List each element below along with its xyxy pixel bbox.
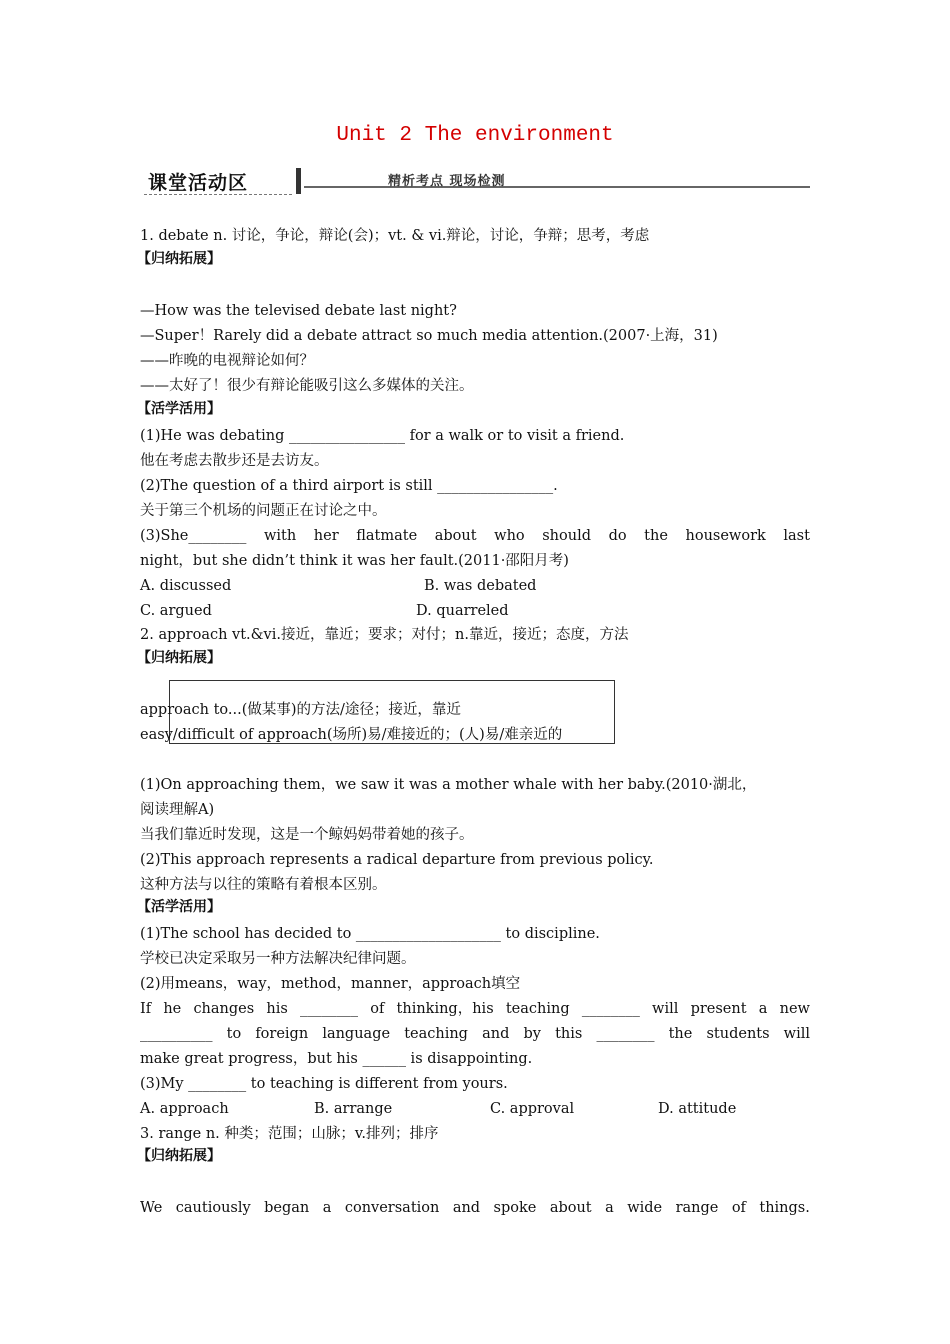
item1-question-2: (2)The question of a third airport is still ________________. xyxy=(140,478,558,494)
banner-dash-line xyxy=(144,194,292,195)
item1-example-1: —How was the televised debate last night? xyxy=(140,303,457,319)
item2-question-2-line-2: __________ to foreign language teaching and by this ________ the students will xyxy=(140,1026,810,1042)
item2-example-1-cn: 当我们靠近时发现，这是一个鲸妈妈带着她的孩子。 xyxy=(140,827,474,843)
item2-question-1-cn: 学校已决定采取另一种方法解决纪律问题。 xyxy=(140,951,416,967)
item2-option-b: B. arrange xyxy=(314,1101,393,1117)
item2-example-2: (2)This approach represents a radical departure from previous policy. xyxy=(140,852,654,868)
label-guina-3: 【归纳拓展】 xyxy=(137,1148,221,1164)
item1-option-d: D. quarreled xyxy=(416,603,509,619)
item2-question-2: (2)用means，way，method，manner，approach填空 xyxy=(140,976,521,992)
item1-option-a: A. discussed xyxy=(140,578,232,594)
item2-note-2: easy/difficult of approach(场所)易/难接近的；(人)易/难亲近的 xyxy=(140,727,563,743)
item3-head: 3. range n. 种类；范围；山脉；v.排列；排序 xyxy=(140,1126,439,1142)
banner-bar xyxy=(296,168,301,194)
section-banner-title: 课堂活动区 xyxy=(148,172,249,194)
item1-example-3: ——昨晚的电视辩论如何？ xyxy=(140,353,314,369)
item1-question-3: (3)She________ with her flatmate about who should do the housework last xyxy=(140,528,810,544)
label-huoxue-1: 【活学活用】 xyxy=(137,401,221,417)
item1-example-2: —Super！Rarely did a debate attract so much media attention.(2007·上海，31) xyxy=(140,328,718,344)
item1-question-1-cn: 他在考虑去散步还是去访友。 xyxy=(140,453,329,469)
item2-example-2-cn: 这种方法与以往的策略有着根本区别。 xyxy=(140,877,387,893)
item1-question-3-cont: night，but she didn’t think it was her fault.(2011·邵阳月考) xyxy=(140,553,569,569)
banner-rule xyxy=(304,186,810,188)
label-guina-2: 【归纳拓展】 xyxy=(137,650,221,666)
item2-option-d: D. attitude xyxy=(658,1101,737,1117)
item1-question-2-cn: 关于第三个机场的问题正在讨论之中。 xyxy=(140,503,387,519)
item1-option-b: B. was debated xyxy=(424,578,537,594)
item2-option-a: A. approach xyxy=(140,1101,229,1117)
item2-question-2-line-1: If he changes his ________ of thinking，his teaching ________ will present a new xyxy=(140,1001,810,1017)
label-guina-1: 【归纳拓展】 xyxy=(137,251,221,267)
item1-head: 1. debate n. 讨论，争论，辩论(会)；vt. & vi.辩论，讨论，争辩；思考，考虑 xyxy=(140,228,650,244)
item1-question-1: (1)He was debating ________________ for a walk or to visit a friend. xyxy=(140,428,625,444)
item2-example-1: (1)On approaching them，we saw it was a mother whale with her baby.(2010·湖北， xyxy=(140,777,757,793)
item2-example-1-cont: 阅读理解A) xyxy=(140,802,215,818)
section-banner-subtitle: 精析考点 现场检测 xyxy=(388,174,506,189)
item2-question-1: (1)The school has decided to ____________________ to discipline. xyxy=(140,926,600,942)
item2-option-c: C. approval xyxy=(490,1101,575,1117)
item2-note-1: approach to...(做某事)的方法/途径；接近，靠近 xyxy=(140,702,461,718)
item1-example-4: ——太好了！很少有辩论能吸引这么多媒体的关注。 xyxy=(140,378,474,394)
item2-head: 2. approach vt.&vi.接近，靠近；要求；对付；n.靠近，接近；态度，方法 xyxy=(140,627,629,643)
item3-example-1: We cautiously began a conversation and spoke about a wide range of things. xyxy=(140,1200,810,1216)
label-huoxue-2: 【活学活用】 xyxy=(137,899,221,915)
item1-option-c: C. argued xyxy=(140,603,212,619)
item2-question-2-line-3: make great progress，but his ______ is disappointing. xyxy=(140,1051,533,1067)
item2-question-3: (3)My ________ to teaching is different from yours. xyxy=(140,1076,508,1092)
page-title: Unit 2 The environment xyxy=(336,124,614,147)
